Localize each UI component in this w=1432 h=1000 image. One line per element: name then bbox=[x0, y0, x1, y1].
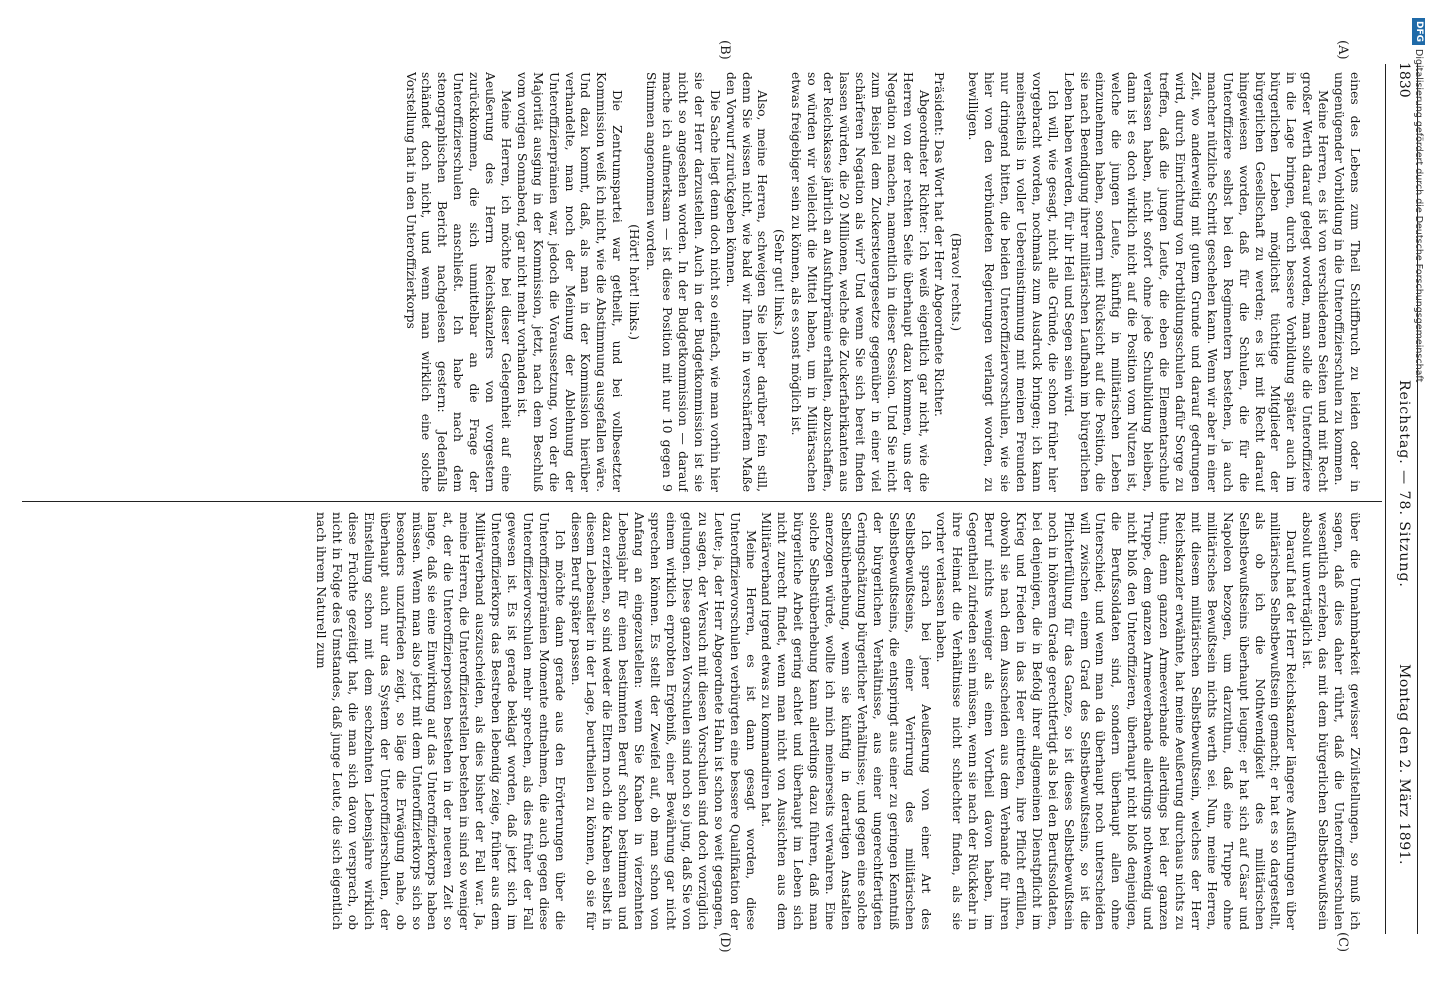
paragraph: über die Unnahmbarkeit gewisser Zivilstellungen, so muß ich sagen, daß dies daher rührt, daß die Unteroffizierschulen wesentlich erziehen, das mit dem bürgerlichen Selbstbewußtsein absolut unverträglich ist. bbox=[1300, 512, 1362, 930]
right-text-column bbox=[22, 512, 1362, 930]
interjection: (Sehr gut! links.) bbox=[772, 228, 787, 336]
left-text-column bbox=[22, 72, 1362, 492]
paragraph: eines des Lebens zum Theil Schiffbruch zu leiden oder in ungenügender Vorbildung in die Unteroffizierschulen zu kommen. bbox=[1332, 72, 1362, 492]
dfg-watermark bbox=[1410, 18, 1428, 598]
paragraph: Die Sache liegt denn doch nicht so einfach, wie man vorhin hier sie der Herr darzustellen. Auch in der Budgetkommission ist sie nicht so angesehen worden. In der Budgetkommission — darauf mache ich aufmerksam — ist diese Position mit nur 10 gegen 9 Stimmen angenommen worden. bbox=[644, 72, 722, 492]
margin-marker-b: (B) bbox=[717, 40, 732, 60]
paragraph: Meine Herren, es ist von verschiedenen Seiten und mit Recht großer Werth darauf gelegt worden, man solle die Unteroffiziere in die Lage bringen, durch bessere Vorbildung später auch im bürgerlichen Leben möglichst tüchtige Mitglieder der bürgerlichen Gesellschaft zu werden; es ist mit Recht darauf hingewiesen worden, daß für die Schulen, die für die Unteroffiziere selbst bei den Regimentern bestehen, ja auch mancher nützliche Schritt geschehen kann. Wenn wir aber in einer Zeit, wo anderweitig mit gutem Grunde und darauf gedrungen wird, durch Einrichtung von Fortbildungsschulen dafür Sorge zu treffen, daß die jungen Leute, die eben die Elementarschule verlassen haben, nicht sofort ohne jede Schulbildung bleiben, dann ist es doch wirklich nicht auf die Position vom Nutzen ist, welche die jungen Leute, künftig in militärischen Leben einzunehmen haben, sondern mit Rücksicht auf die Position, die sie nach Beendigung ihrer militärischen Laufbahn im bürgerlichen Leben haben werden, für ihr Heil und Segen sein wird. bbox=[1061, 72, 1331, 492]
paragraph: Präsident: Das Wort hat der Herr Abgeordnete Richter. bbox=[932, 72, 947, 417]
running-title-right: Montag den 2. März 1891. bbox=[1396, 664, 1412, 865]
paragraph: Ich möchte dann gerade aus den Erörterungen über die Unteroffizierprämien Momente entnehmen, die auch gegen diese Unteroffiziervorschulen mehr sprechen, als dies früher der Fall gewesen ist. Es ist gerade beklagt worden, daß jetzt sich im Unteroffizierkorps das Bestreben lebendig zeige, früher aus dem Militärverband auszuscheiden, als dies bisher der Fall war. Ja, meine Herren, die Unteroffizierstellen bestehen in sind so weniger at, der die Unteroffizierposten bestehen in der neueren Zeit so lange, daß sie eine Einwirkung auf das Unteroffizierkorps haben müssen. Wenn man also jetzt mit dem Unteroffizierkorps sich so besonders unzufrieden zeigt, so läge die Erwägung nahe, ob überhaupt auch nur das System der Unteroffizierschulen, der Einstellung schon mit dem sechzehnten Lebensjahre wirklich diese Früchte gezeitigt hat, die man sich davon versprach, ob nicht in Folge des Umstandes, daß junge Leute, die sich eigentlich nach ihrem Naturell zum bbox=[314, 512, 567, 930]
column-divider bbox=[22, 501, 1382, 502]
page-number: 1830 bbox=[1396, 62, 1412, 98]
dfg-watermark-text: Digitalisierung gefördert durch die Deutsche Forschungsgemeinschaft bbox=[1413, 49, 1425, 383]
margin-marker-d: (D) bbox=[717, 932, 732, 953]
paragraph: Also, meine Herren, schweigen Sie lieber darüber fein still, denn Sie wissen nicht, wie bald wir Ihnen in verschärftem Maße den Vorwurf zurückgeben können. bbox=[723, 72, 770, 492]
running-title-left: Reichstag. — 78. Sitzung. bbox=[1396, 380, 1412, 588]
paragraph: Die Zentrumspartei war getheilt, und bei vollbesetzter Kommission weiß ich nicht, wie die Abstimmung ausgefallen wäre. Und dazu kommt, daß, als man in der Kommission hierüber verhandelte, man noch der Meinung der Ablehnung der Unteroffizierprämien war, jedoch die Voraussetzung, von der die Majorität ausging in der Kommission, jetzt, nach dem Beschluß vom vorigen Sonnabend, gar nicht mehr vorhanden ist. bbox=[514, 72, 625, 492]
paragraph: Ich sprach bei jener Aeußerung von einer Art des Selbstbewußtseins, einer Verirrung des militärischen Selbstbewußtseins, die entspringt aus einer zu geringen Kenntniß der bürgerlichen Verhältnisse, aus einer ungerechtfertigten Geringschätzung bürgerlicher Verhältnisse; und gegen eine solche Selbstüberhebung, wenn sie künftig in derartigen Anstalten anerzogen würde, wollte ich mich meinerseits verwahren. Eine solche Selbstüberhebung kann allerdings dazu führen, daß man bürgerliche Arbeit gering achtet und überhaupt im Leben sich nicht zurecht findet, wenn man nicht von Aussichten aus dem Militärverband irgend etwas zu kommandiren hat. bbox=[759, 512, 933, 930]
dfg-logo: DFG bbox=[1413, 18, 1426, 45]
interjection: (Bravo! rechts.) bbox=[949, 232, 964, 332]
margin-marker-a: (A) bbox=[1335, 40, 1350, 60]
paragraph: Meine Herren, ich möchte bei dieser Gelegenheit auf eine Aeußerung des Herrn Reichskanzlers von vorgestern zurückkommen, die sich unmittelbar an die Frage der Unteroffizierschulen anschließt. Ich habe nach dem stenographischen Bericht nachgelesen gestern: Jedenfalls schändet doch nicht, und wenn man wirklich eine solche Vorstellung hat in den Unteroffizierkorps bbox=[403, 72, 513, 492]
interjection: (Hört! hört! links.) bbox=[627, 224, 642, 340]
paragraph: Ich will, wie gesagt, nicht alle Gründe, die schon früher hier vorgebracht worden, nochmals zum Ausdruck bringen; ich kann meinestheils in voller Uebereinstimmung mit meinen Freunden nur dringend bitten, die beiden Unteroffiziervorschulen, wie sie hier von den verbündeten Regierungen verlangt worden, zu bewilligen. bbox=[966, 72, 1060, 492]
margin-marker-c: (C) bbox=[1335, 932, 1350, 953]
paragraph: Abgeordneter Richter: Ich weiß eigentlich gar nicht, wie die Herren von der rechten Seite überhaupt dazu kommen, uns der Negation zu machen, namentlich in dieser Session. Und Sie nicht zum Beispiel dem Zuckersteuergesetze gegenüber in einer viel schärferen Negation als wir? Und wenn Sie sich bereit finden lassen würden, die 20 Millionen, welche die Zuckerfabrikanten aus der Reichskasse jährlich an Ausfuhrprämie erhalten, abzuschaffen, so würden wir vielleicht die Mittel haben, um in Militärsachen etwas freigebiger sein zu können, als es sonst möglich ist. bbox=[789, 72, 931, 492]
header-rule-bottom bbox=[1385, 64, 1386, 934]
paragraph: Darauf hat der Herr Reichskanzler längere Ausführungen über militärisches Selbstbewußtsein gemacht; er hat es so dargestellt, als ob ich die Nothwendigkeit des militärischen Selbstbewußtseins überhaupt leugne; er hat sich auf Cäsar und Napoleon bezogen, um darzuthun, daß eine Truppe ohne militärisches Bewußtsein nichts werth sei. Nun, meine Herren, mit diesem militärischen Selbstbewußtsein, welches der Herr Reichskanzler erwähnte, hat meine Aeußerung durchaus nichts zu thun; denn ganzen Armeeverbande allerdings bei der ganzen Truppe, dem ganzen Armeeverbande allerdings nothwendig und nicht bloß den Unteroffizieren, überhaupt nicht bloß denjenigen, die Berufssoldaten sind, sondern überhaupt allen ohne Unterschied; und wenn man da überhaupt noch unterscheiden will zwischen einem Grad des Selbstbewußtseins, so ist die Pflichterfüllung für das Ganze, so ist dieses Selbstbewußtsein noch in höherem Grade gerechtfertigt als bei den Berufssoldaten, bei denjenigen, die in Befolg ihrer allgemeinen Dienstpflicht im Krieg und Frieden in das Heer eintreten, ihre Pflicht erfüllen, obwohl sie nach dem Ausscheiden aus dem Verbande für ihren Beruf nichts weniger als einen Vortheil davon haben, im Gegentheil zufrieden sein müssen, wenn sie nach der Rückkehr in ihre Heimat die Verhältnisse nicht schlechter finden, als sie vorher verlassen haben. bbox=[934, 512, 1299, 930]
paragraph: Meine Herren, es ist dann gesagt worden, diese Unteroffiziervorschulen verbürgten eine bessere Qualifikation der Leute; ja, der Herr Abgeordnete Hahn ist schon so weit gegangen, zu sagen, der Versuch mit diesen Vorschulen sind doch vorzüglich gelungen. Diese ganzen Vorschulen sind noch so jung, daß Sie von einem wirklich erprobten Ergebniß, einer Bewährung gar nicht sprechen können. Es stellt der Zweifel auf, ob man schon von Anfang an eingezustellen: wenn Sie Knaben in vierzehnten Lebensjahr für einen bestimmten Beruf schon bestimmen und dazu erziehen, so sind weder die Eltern noch die Knaben selbst in diesem Lebensalter in der Lage, beurtheilen zu können, ob sie für diesen Beruf später passen. bbox=[568, 512, 758, 930]
